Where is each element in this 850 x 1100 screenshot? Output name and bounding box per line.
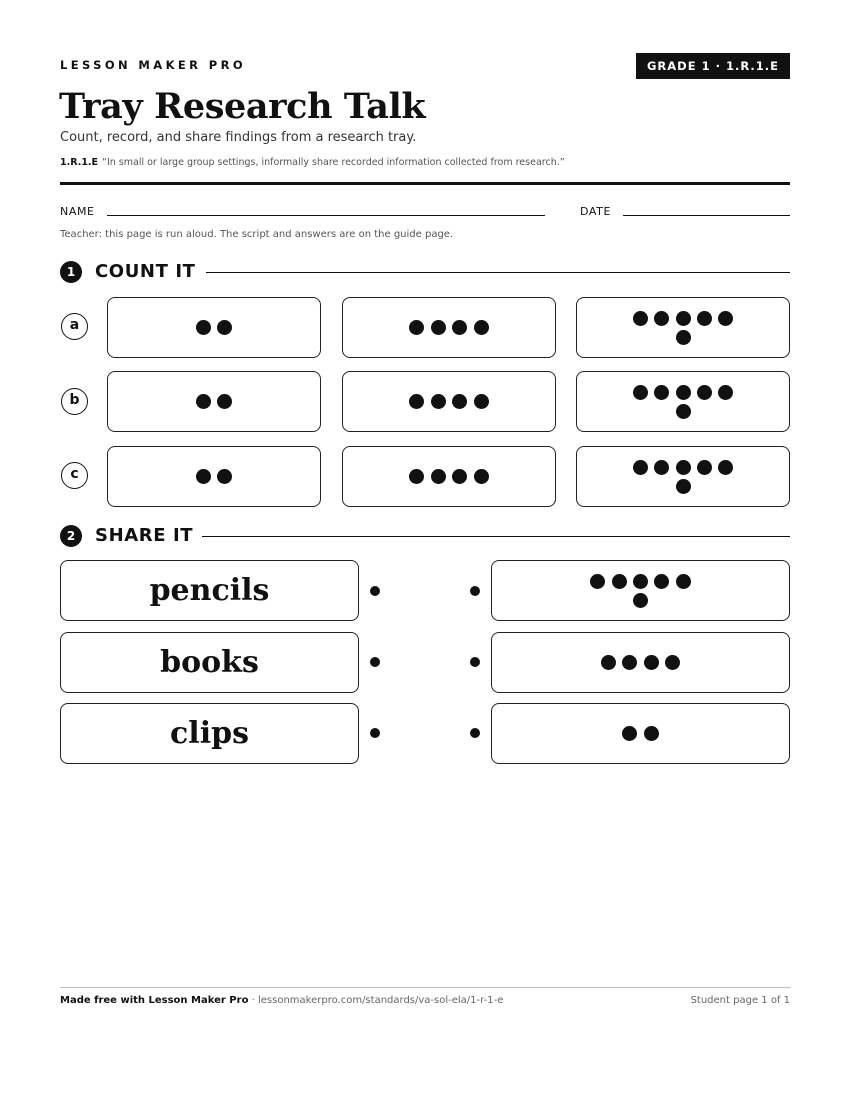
count-card-b-2	[342, 371, 556, 432]
count-dot	[633, 574, 648, 589]
section-number-badge: 1	[60, 261, 82, 283]
count-card-a-3	[576, 297, 790, 358]
count-dot	[654, 574, 669, 589]
count-dot	[196, 469, 211, 484]
row-label-b: b	[61, 388, 88, 415]
count-card-a-2	[342, 297, 556, 358]
count-dot	[644, 726, 659, 741]
count-dot	[474, 394, 489, 409]
count-dot	[654, 460, 669, 475]
count-dot	[633, 593, 648, 608]
count-dot	[196, 320, 211, 335]
share-dot-card-2	[491, 632, 790, 693]
section-title: SHARE IT	[95, 525, 194, 546]
count-dot	[622, 655, 637, 670]
count-dot	[452, 320, 467, 335]
count-dot	[633, 385, 648, 400]
dot-row	[619, 724, 662, 743]
count-dot	[217, 469, 232, 484]
footer-page-number: Student page 1 of 1	[690, 995, 790, 1006]
count-dot	[697, 460, 712, 475]
dot-row	[672, 477, 693, 496]
count-dot	[452, 469, 467, 484]
count-dot	[718, 311, 733, 326]
footer-divider	[60, 987, 790, 988]
word-card-books: books	[60, 632, 359, 693]
count-dot	[474, 320, 489, 335]
footer-credit	[60, 995, 503, 1006]
count-dot	[644, 655, 659, 670]
row-label-a: a	[61, 313, 88, 340]
section-share-it-heading	[60, 524, 790, 548]
standard-text: “In small or large group settings, informally share recorded information collected from research.”	[102, 157, 565, 168]
brand-name: LESSON MAKER PRO	[60, 58, 247, 72]
date-label: DATE	[580, 205, 612, 218]
count-dot	[633, 311, 648, 326]
count-dot	[697, 385, 712, 400]
count-dot	[676, 311, 691, 326]
section-rule	[202, 536, 790, 537]
section-number-badge: 2	[60, 525, 82, 547]
dot-row	[630, 458, 737, 477]
dot-row	[630, 383, 737, 402]
count-dot	[676, 574, 691, 589]
count-dot	[431, 394, 446, 409]
count-dot	[718, 385, 733, 400]
match-dot-left[interactable]	[370, 657, 380, 667]
count-dot	[676, 404, 691, 419]
count-dot	[676, 385, 691, 400]
count-card-c-2	[342, 446, 556, 507]
row-label-c: c	[61, 462, 88, 489]
count-dot	[409, 394, 424, 409]
count-card-c-3	[576, 446, 790, 507]
date-field[interactable]	[623, 215, 790, 216]
count-dot	[217, 394, 232, 409]
count-dot	[601, 655, 616, 670]
count-card-b-1	[107, 371, 321, 432]
count-dot	[654, 311, 669, 326]
section-count-it-heading	[60, 260, 790, 284]
dot-row	[406, 467, 492, 486]
count-dot	[612, 574, 627, 589]
header-divider	[60, 182, 790, 185]
section-rule	[206, 272, 790, 273]
word-card-pencils: pencils	[60, 560, 359, 621]
count-dot	[665, 655, 680, 670]
count-dot	[590, 574, 605, 589]
count-dot	[718, 460, 733, 475]
dot-row	[630, 591, 651, 610]
dot-row	[193, 467, 236, 486]
dot-row	[672, 402, 693, 421]
share-dot-card-1	[491, 560, 790, 621]
name-label: NAME	[60, 205, 95, 218]
standard-line	[60, 157, 565, 168]
count-dot	[452, 394, 467, 409]
count-card-a-1	[107, 297, 321, 358]
count-dot	[676, 479, 691, 494]
count-dot	[431, 469, 446, 484]
share-dot-card-3	[491, 703, 790, 764]
match-dot-left[interactable]	[370, 586, 380, 596]
count-dot	[676, 460, 691, 475]
section-title: COUNT IT	[95, 261, 196, 282]
word-card-clips: clips	[60, 703, 359, 764]
dot-row	[193, 392, 236, 411]
dot-row	[406, 392, 492, 411]
name-field[interactable]	[107, 215, 545, 216]
count-card-b-3	[576, 371, 790, 432]
count-dot	[622, 726, 637, 741]
count-dot	[654, 385, 669, 400]
dot-row	[406, 318, 492, 337]
match-dot-right[interactable]	[470, 728, 480, 738]
count-card-c-1	[107, 446, 321, 507]
footer-url[interactable]: · lessonmakerpro.com/standards/va-sol-ela/1-r-1-e	[248, 995, 504, 1006]
match-dot-left[interactable]	[370, 728, 380, 738]
count-dot	[217, 320, 232, 335]
grade-badge: GRADE 1 · 1.R.1.E	[636, 53, 790, 79]
dot-row	[193, 318, 236, 337]
count-dot	[431, 320, 446, 335]
count-dot	[196, 394, 211, 409]
dot-row	[598, 653, 684, 672]
page-subtitle: Count, record, and share findings from a research tray.	[60, 130, 417, 145]
dot-row	[630, 309, 737, 328]
count-dot	[474, 469, 489, 484]
count-dot	[633, 460, 648, 475]
match-dot-right[interactable]	[470, 657, 480, 667]
page-title: Tray Research Talk	[59, 86, 426, 127]
count-dot	[676, 330, 691, 345]
count-dot	[409, 469, 424, 484]
standard-code: 1.R.1.E	[60, 157, 99, 168]
count-dot	[697, 311, 712, 326]
match-dot-right[interactable]	[470, 586, 480, 596]
teacher-note: Teacher: this page is run aloud. The script and answers are on the guide page.	[60, 229, 454, 240]
footer-made-with: Made free with Lesson Maker Pro	[60, 995, 249, 1006]
count-dot	[409, 320, 424, 335]
dot-row	[672, 328, 693, 347]
dot-row	[587, 572, 694, 591]
